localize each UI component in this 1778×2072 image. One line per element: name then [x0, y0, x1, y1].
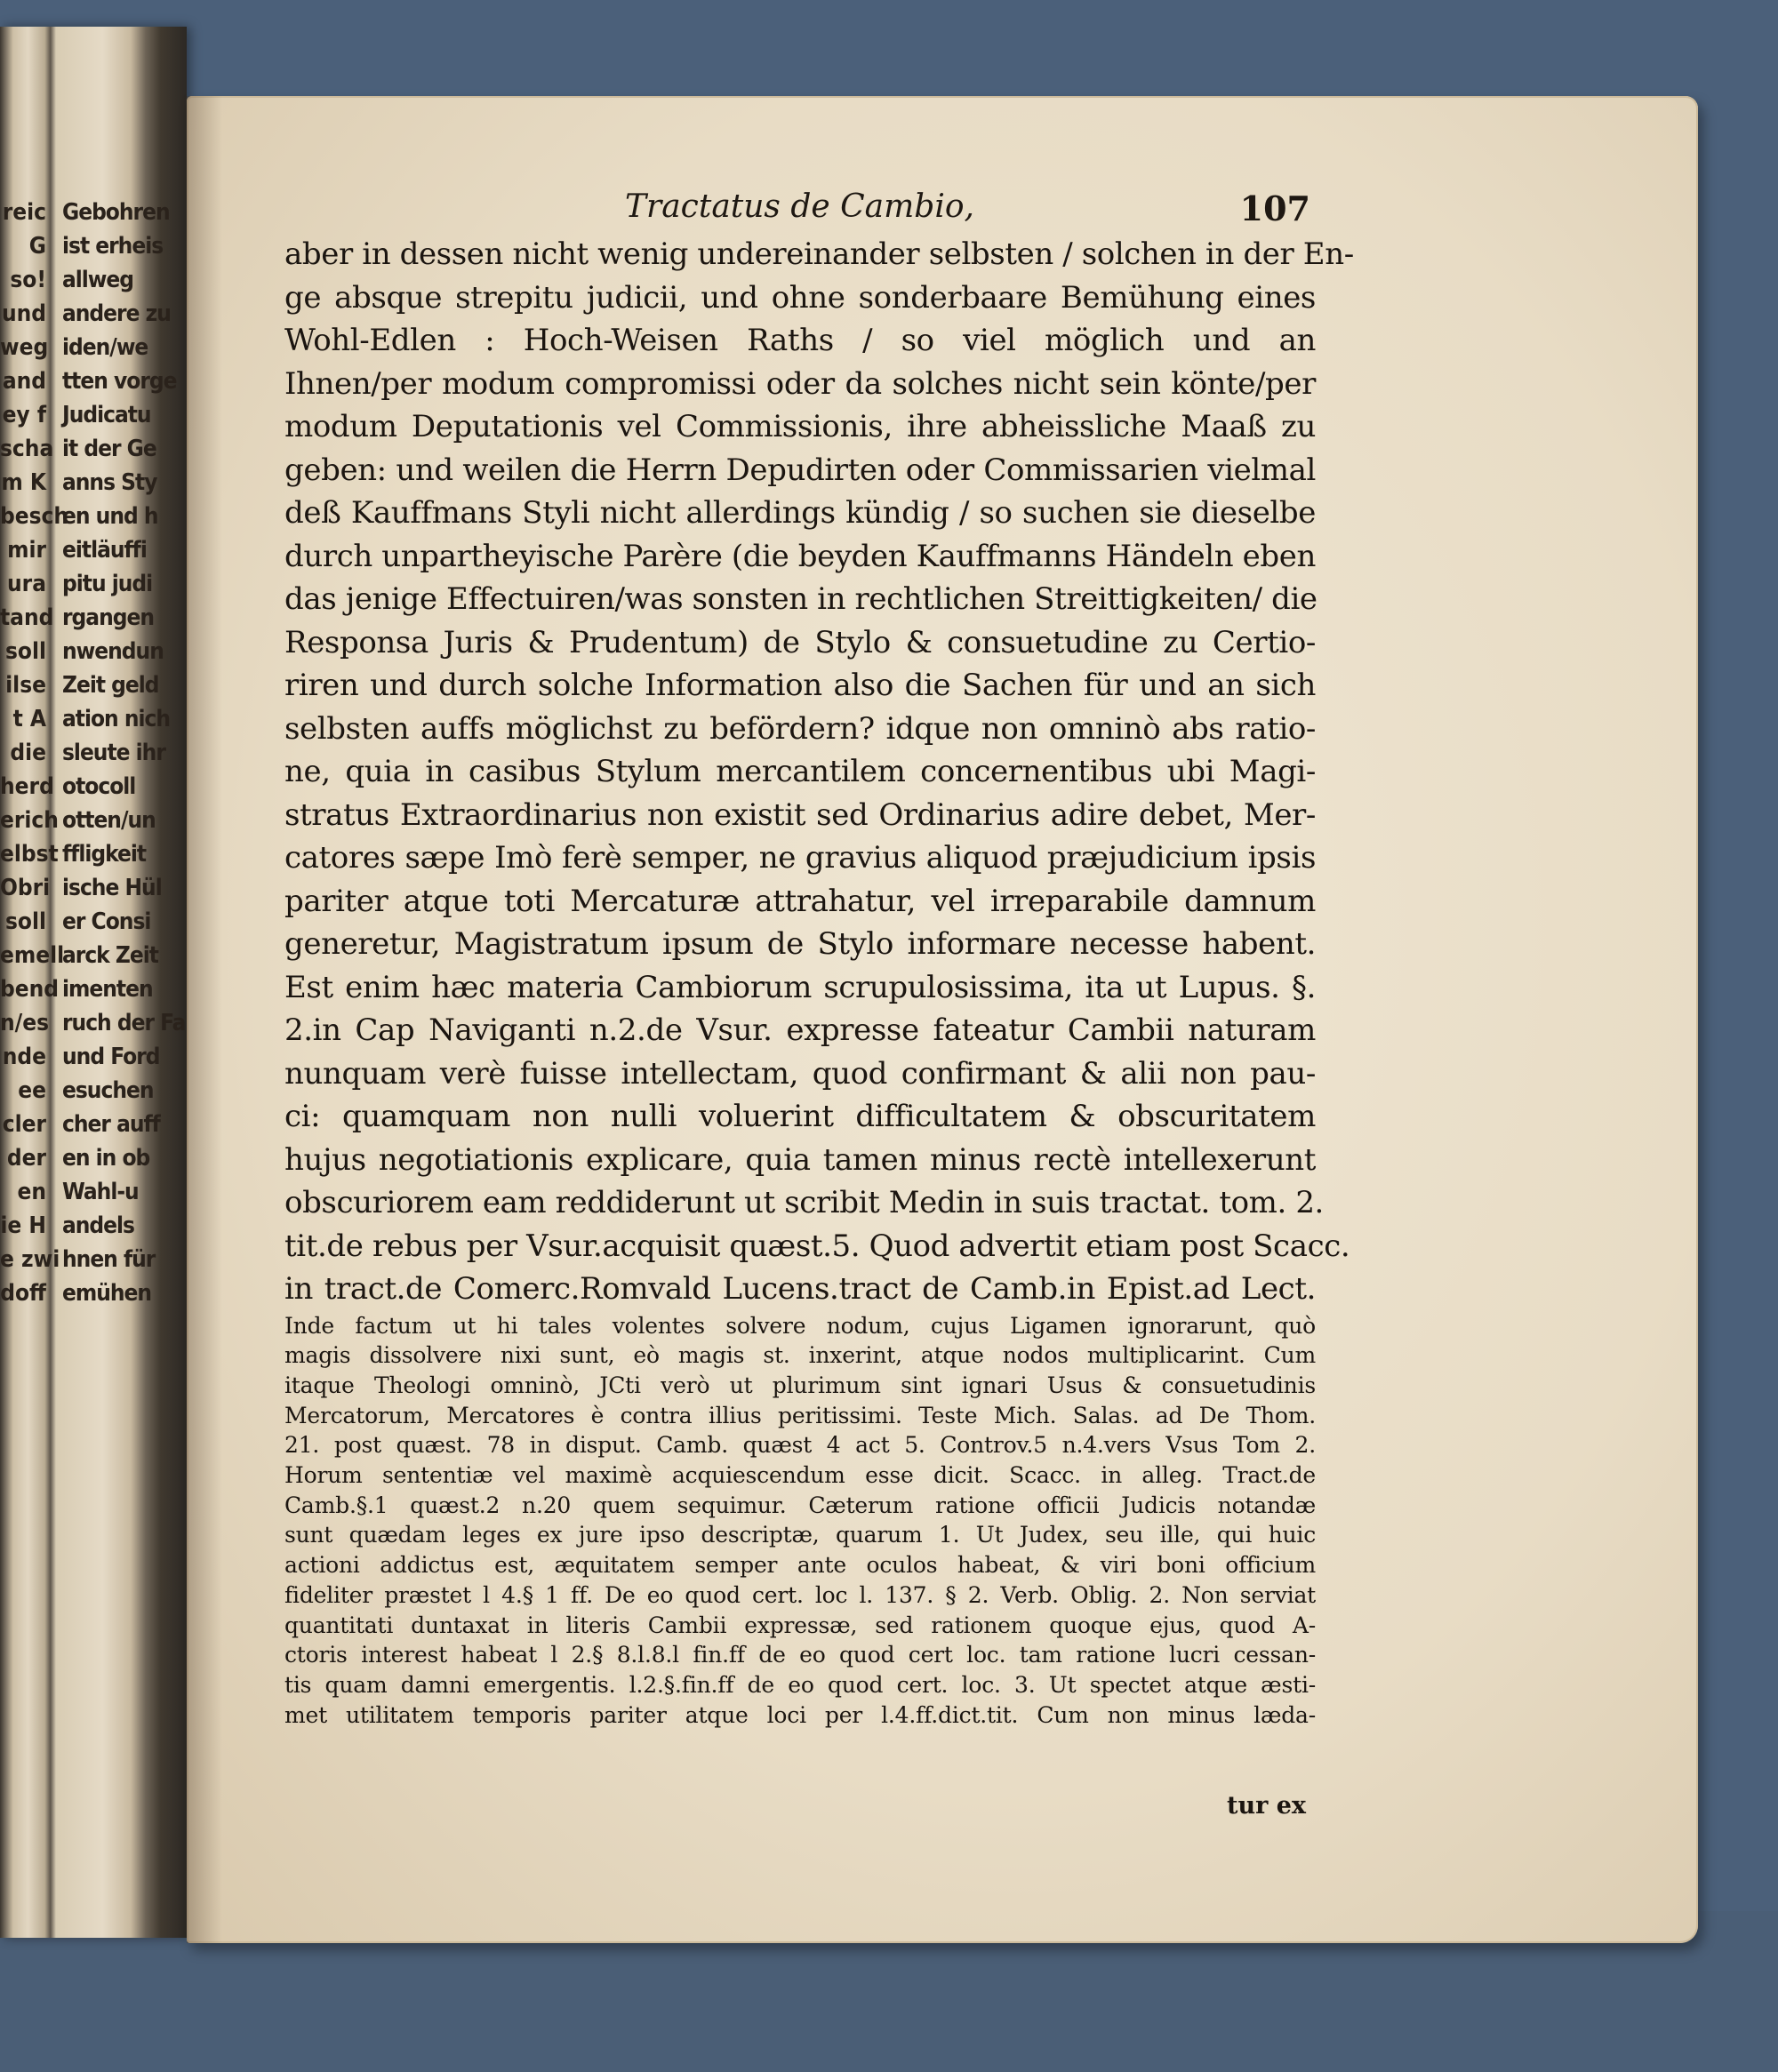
binding-fragment-row	[0, 702, 178, 736]
text-line-large: Responsa Juris & Prudentum) de Stylo & consuetudine zu Certio-	[284, 624, 1316, 660]
binding-fragment-right: tten vorge	[62, 368, 177, 395]
text-line-small: met utilitatem temporis pariter atque loci per l.4.ff.dict.tit. Cum non minus læda-	[284, 1701, 1316, 1728]
binding-fragment-row	[0, 297, 178, 331]
text-line-large: nunquam verè fuisse intellectam, quod confirmant & alii non pau-	[284, 1055, 1316, 1092]
binding-fragment-row	[0, 331, 178, 364]
binding-fragment-left: tand	[0, 604, 54, 631]
binding-fragment-right: ist erheis	[62, 233, 164, 260]
binding-fragment-row	[0, 432, 178, 466]
binding-fragment-left: en	[17, 1179, 46, 1205]
binding-fragment-left: so!	[10, 267, 46, 293]
binding-fragment-right: anns Sty	[62, 469, 157, 496]
binding-fragment-left: and	[2, 368, 46, 395]
binding-fragment-left: e zwi	[0, 1246, 60, 1273]
text-line-large: pariter atque toti Mercaturæ attrahatur, vel irreparabile damnum	[284, 883, 1316, 919]
binding-fragment-right: imenten	[62, 976, 153, 1003]
binding-fragment-right: pitu judi	[62, 571, 153, 597]
text-line-small: actioni addictus est, æquitatem semper ante oculos habeat, & viri boni officium	[284, 1552, 1316, 1579]
binding-fragment-left: und	[1, 300, 46, 327]
text-line-small: sunt quædam leges ex jure ipso descriptæ, quarum 1. Ut Judex, seu ille, qui huic	[284, 1522, 1316, 1548]
binding-fragment-row	[0, 736, 178, 770]
binding-fragment-left: ilse	[5, 672, 46, 699]
binding-fragment-left: mir	[7, 537, 46, 564]
text-line-small: quantitati duntaxat in literis Cambii expressæ, sed rationem quoque ejus, quod A-	[284, 1612, 1316, 1638]
binding-fragment-row	[0, 905, 178, 939]
binding-fragment-right: ation nich	[62, 706, 171, 732]
text-line-large: ge absque strepitu judicii, und ohne sonderbaare Bemühung eines	[284, 279, 1316, 316]
binding-fragment-right: eitläuffi	[62, 537, 147, 564]
binding-fragment-right: nwendun	[62, 638, 164, 665]
text-line-large: generetur, Magistratum ipsum de Stylo informare necesse habent.	[284, 926, 1316, 962]
text-line-large: Wohl-Edlen : Hoch-Weisen Raths / so viel möglich und an	[284, 323, 1316, 358]
text-line-large: ci: quamquam non nulli voluerint difficultatem & obscuritatem	[284, 1099, 1316, 1134]
text-line-small: 21. post quæst. 78 in disput. Camb. quæst 4 act 5. Controv.5 n.4.vers Vsus Tom 2.	[284, 1432, 1316, 1459]
text-line-small: itaque Theologi omninò, JCti verò ut plurimum sint ignari Usus & consuetudinis	[284, 1372, 1316, 1398]
binding-fragment-left: ee	[18, 1077, 46, 1104]
text-line-large: Est enim hæc materia Cambiorum scrupulosissima, ita ut Lupus. §.	[284, 969, 1316, 1005]
binding-fragment-left: m K	[1, 469, 46, 496]
binding-fragment-right: er Consi	[62, 908, 151, 935]
binding-fragment-right: it der Ge	[62, 436, 156, 462]
text-line-large: geben: und weilen die Herrn Depudirten oder Commissarien vielmal	[284, 452, 1316, 488]
binding-fragment-row	[0, 533, 178, 567]
binding-fragment-left: emell	[0, 942, 65, 969]
binding-fragment-right: iden/we	[62, 334, 148, 361]
text-line-large: aber in dessen nicht wenig undereinander selbsten / solchen in der En-	[284, 236, 1354, 272]
text-line-large: tit.de rebus per Vsur.acquisit quæst.5. Quod advertit etiam post Scacc.	[284, 1228, 1350, 1264]
binding-fragment-right: otten/un	[62, 807, 156, 834]
running-header	[283, 188, 1310, 233]
binding-fragment-right: Judicatu	[62, 402, 151, 428]
binding-fragment-row	[0, 567, 178, 601]
binding-fragment-row	[0, 837, 178, 871]
binding-fragment-row	[0, 601, 178, 635]
binding-fragment-left: G	[28, 233, 46, 260]
binding-fragment-row	[0, 1040, 178, 1074]
main-text-block	[284, 233, 1354, 1730]
text-line-large: in tract.de Comerc.Romvald Lucens.tract de Camb.in Epist.ad Lect.	[284, 1271, 1316, 1307]
text-line-large: selbsten auffs möglichst zu befördern? idque non omninò abs ratio-	[284, 710, 1316, 747]
binding-fragment-row	[0, 871, 178, 905]
binding-fragment-row	[0, 263, 178, 297]
page-gutter-shadow	[187, 96, 222, 1943]
binding-fragment-row	[0, 939, 178, 972]
text-line-large: durch unpartheyische Parère (die beyden Kauffmanns Händeln eben	[284, 538, 1316, 574]
text-line-large: modum Deputationis vel Commissionis, ihre abheissliche Maaß zu	[284, 409, 1316, 444]
text-line-large: stratus Extraordinarius non existit sed Ordinarius adire debet, Mer-	[284, 796, 1316, 833]
binding-fragment-row	[0, 229, 178, 263]
binding-fragment-right: Gebohren	[62, 199, 170, 226]
text-line-large: deß Kauffmans Styli nicht allerdings kündig / so suchen sie dieselbe	[284, 495, 1316, 531]
binding-fragment-row	[0, 466, 178, 500]
binding-fragment-right: hnen für	[62, 1246, 156, 1273]
text-line-large: 2.in Cap Naviganti n.2.de Vsur. expresse fateatur Cambii naturam	[284, 1012, 1316, 1048]
binding-fragment-left: reic	[2, 199, 46, 226]
binding-fragment-row	[0, 972, 178, 1006]
binding-fragment-left: doff	[0, 1280, 46, 1307]
binding-fragment-row	[0, 1006, 186, 1040]
binding-fragment-left: bend	[0, 976, 60, 1003]
binding-fragment-left: erich	[0, 807, 59, 834]
binding-fragment-left: herd	[0, 773, 54, 800]
binding-fragment-row	[0, 1141, 178, 1175]
binding-fragment-row	[0, 1276, 178, 1310]
binding-fragment-left: die	[10, 740, 46, 766]
text-line-small: magis dissolvere nixi sunt, eò magis st. inxerint, atque nodos multiplicarint. Cum	[284, 1342, 1316, 1369]
text-line-small: Mercatorum, Mercatores è contra illius peritissimi. Teste Mich. Salas. ad De Thom.	[284, 1402, 1316, 1428]
text-line-large: catores sæpe Imò ferè semper, ne gravius aliquod præjudicium ipsis	[284, 840, 1316, 876]
binding-fragment-right: andere zu	[62, 300, 171, 327]
catchword: tur ex	[1227, 1792, 1307, 1820]
binding-fragment-row	[0, 500, 178, 533]
binding-fragment-row	[0, 1175, 178, 1209]
binding-fragment-left: ura	[7, 571, 46, 597]
binding-fragment-left: Obri	[0, 875, 51, 901]
binding-fragment-left: ey f	[2, 402, 46, 428]
binding-fragment-right: esuchen	[62, 1077, 154, 1104]
binding-fragment-right: cher auff	[62, 1111, 160, 1138]
binding-fragment-left: ie H	[0, 1212, 46, 1239]
text-line-small: ctoris interest habeat l 2.§ 8.l.8.l fin.ff de eo quod cert loc. tam ratione lucri cessan-	[284, 1642, 1316, 1668]
binding-fragment-left: der	[6, 1145, 46, 1172]
binding-fragment-row	[0, 1108, 178, 1141]
page-number: 107	[1239, 188, 1310, 228]
binding-fragment-right: Wahl-u	[62, 1179, 139, 1205]
binding-fragment-right: sleute ihr	[62, 740, 165, 766]
binding-fragment-right: und Ford	[62, 1044, 160, 1070]
binding-fragment-row	[0, 635, 178, 668]
binding-fragment-right: rgangen	[62, 604, 154, 631]
binding-fragment-row	[0, 196, 178, 229]
binding-fragment-right: ische Hül	[62, 875, 162, 901]
binding-fragment-left: soll	[4, 908, 46, 935]
binding-fragment-left: n/es	[0, 1010, 49, 1036]
text-line-large: obscuriorem eam reddiderunt ut scribit Medin in suis tractat. tom. 2.	[284, 1185, 1324, 1220]
binding-fragment-left: cler	[2, 1111, 46, 1138]
text-line-large: das jenige Effectuiren/was sonsten in rechtlichen Streittigkeiten/ die	[284, 581, 1317, 617]
binding-fragment-right: ffligkeit	[62, 841, 147, 868]
binding-strip	[0, 27, 187, 1938]
text-line-large: ne, quia in casibus Stylum mercantilem concernentibus ubi Magi-	[284, 754, 1316, 789]
binding-fragment-right: Zeit geld	[62, 672, 159, 699]
binding-fragment-row	[0, 668, 178, 702]
text-line-large: riren und durch solche Information also die Sachen für und an sich	[284, 668, 1316, 703]
text-line-small: Horum sententiæ vel maximè acquiescendum esse dicit. Scacc. in alleg. Tract.de	[284, 1462, 1316, 1489]
text-line-large: hujus negotiationis explicare, quia tamen minus rectè intellexerunt	[284, 1141, 1316, 1178]
binding-fragment-right: arck Zeit	[62, 942, 158, 969]
text-line-large: Ihnen/per modum compromissi oder da solches nicht sein könte/per	[284, 365, 1316, 402]
binding-fragment-row	[0, 1074, 178, 1108]
running-title: Tractatus de Cambio,	[625, 188, 974, 225]
binding-fragment-right: otocoll	[62, 773, 136, 800]
binding-fragment-row	[0, 1243, 178, 1276]
binding-fragment-row	[0, 770, 178, 804]
text-line-small: Camb.§.1 quæst.2 n.20 quem sequimur. Cæterum ratione officii Judicis notandæ	[284, 1492, 1316, 1518]
text-line-small: Inde factum ut hi tales volentes solvere nodum, cujus Ligamen ignorarunt, quò	[284, 1312, 1316, 1339]
binding-fragment-right: emühen	[62, 1280, 152, 1307]
binding-fragment-right: en und h	[62, 503, 158, 530]
binding-fragment-left: scha	[0, 436, 54, 462]
previous-page-edge-text	[0, 196, 186, 1310]
binding-fragment-left: weg	[0, 334, 49, 361]
binding-fragment-right: en in ob	[62, 1145, 150, 1172]
binding-fragment-row	[0, 804, 178, 837]
binding-fragment-left: besch	[0, 503, 69, 530]
binding-fragment-right: ruch der Fa	[62, 1010, 186, 1036]
text-line-small: fideliter præstet l 4.§ 1 ff. De eo quod cert. loc l. 137. § 2. Verb. Oblig. 2. Non serviat	[284, 1581, 1316, 1608]
binding-fragment-row	[0, 364, 178, 398]
binding-fragment-left: nde	[2, 1044, 46, 1070]
binding-fragment-row	[0, 398, 178, 432]
binding-fragment-left: elbst	[0, 841, 59, 868]
text-line-small: tis quam damni emergentis. l.2.§.fin.ff de eo quod cert. loc. 3. Ut spectet atque æsti-	[284, 1671, 1316, 1698]
binding-fragment-left: soll	[4, 638, 46, 665]
binding-fragment-right: andels	[62, 1212, 134, 1239]
binding-fragment-left: t A	[12, 706, 46, 732]
binding-fragment-row	[0, 1209, 178, 1243]
binding-fragment-right: allweg	[62, 267, 134, 293]
